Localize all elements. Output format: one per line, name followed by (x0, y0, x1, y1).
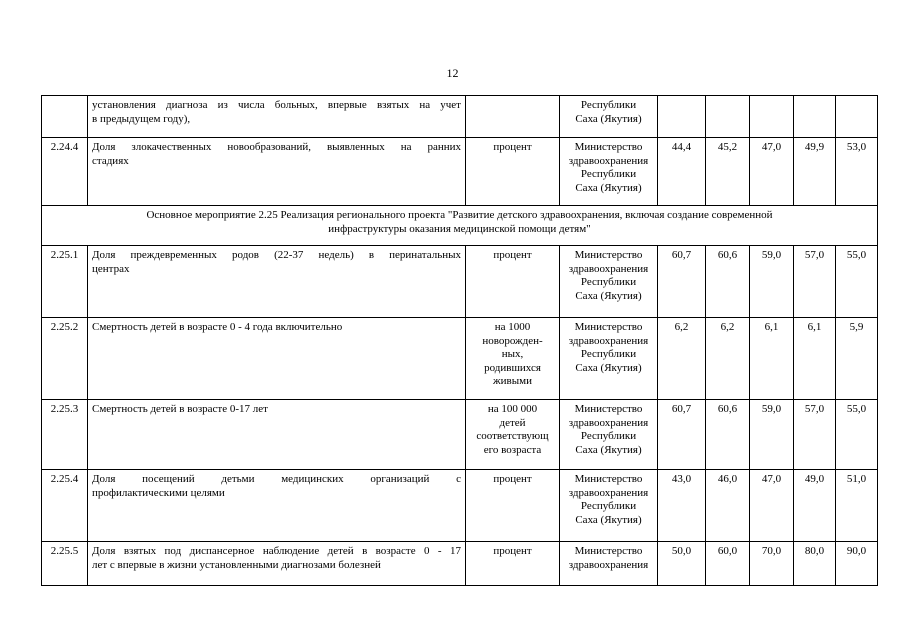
value-cell-year-5: 90,0 (836, 542, 878, 586)
indicator-name (88, 246, 466, 318)
unit-line: соответствующ (476, 430, 549, 443)
value-cell-year-2: 6,2 (706, 318, 750, 400)
indicator-name-line: Доля преждевременных родов (22-37 недель) в перинатальных (92, 249, 461, 261)
value-cell-year-4: 49,0 (794, 470, 836, 542)
indicator-name (88, 318, 466, 400)
responsible-line: здравоохранения (568, 334, 649, 347)
value-cell-year-2: 60,0 (706, 542, 750, 586)
responsible-line: здравоохранения (568, 486, 649, 499)
value-cell-year-5: 53,0 (836, 138, 878, 206)
table-body (42, 96, 878, 586)
value-cell-year-4: 57,0 (794, 400, 836, 470)
responsible-executor (560, 318, 658, 400)
indicator-name (88, 138, 466, 206)
unit-of-measure (466, 96, 560, 138)
indicator-name-line: Доля посещений детьми медицинских организаций с (92, 473, 461, 485)
responsible-line: Республики (580, 168, 637, 181)
value-cell-year-2 (706, 96, 750, 138)
value-cell-year-3 (750, 96, 794, 138)
unit-line: на 1000 (494, 321, 531, 333)
value-cell-year-4: 80,0 (794, 542, 836, 586)
table-row (42, 318, 878, 400)
responsible-line: Республики (580, 430, 637, 443)
indicator-number: 2.25.2 (42, 318, 88, 400)
unit-line: детей (499, 416, 526, 429)
section-title-line: Основное мероприятие 2.25 Реализация регионального проекта "Развитие детского здравоохранения, включая создание современной (146, 209, 773, 221)
responsible-line: Министерство (574, 321, 643, 333)
table-row (42, 542, 878, 586)
value-cell-year-3: 59,0 (750, 400, 794, 470)
responsible-line: Министерство (574, 473, 643, 485)
responsible-line: Саха (Якутия) (575, 361, 642, 374)
value-cell-year-4: 49,9 (794, 138, 836, 206)
table-row (42, 138, 878, 206)
indicator-name-line: Смертность детей в возрасте 0-17 лет (92, 403, 268, 415)
indicator-name (88, 96, 466, 138)
responsible-executor (560, 400, 658, 470)
section-title-cell (42, 206, 878, 246)
responsible-line: здравоохранения (568, 262, 649, 275)
responsible-line: здравоохранения (568, 154, 649, 167)
unit-line: ных, (501, 348, 524, 361)
unit-of-measure (466, 246, 560, 318)
responsible-line: Саха (Якутия) (575, 513, 642, 526)
value-cell-year-5: 5,9 (836, 318, 878, 400)
indicator-name-line: Доля взятых под диспансерное наблюдение детей в возрасте 0 - 17 (92, 545, 461, 557)
unit-of-measure (466, 400, 560, 470)
responsible-line: Саха (Якутия) (575, 112, 642, 125)
responsible-line: Саха (Якутия) (575, 181, 642, 194)
responsible-line: Саха (Якутия) (575, 443, 642, 456)
unit-line: процент (493, 141, 532, 153)
responsible-line: Республики (580, 500, 637, 513)
indicator-name-line: Смертность детей в возрасте 0 - 4 года включительно (92, 321, 343, 333)
indicator-name-line: в предыдущем году), (92, 112, 191, 125)
unit-of-measure (466, 318, 560, 400)
responsible-executor (560, 96, 658, 138)
indicator-name (88, 542, 466, 586)
indicator-number: 2.25.4 (42, 470, 88, 542)
value-cell-year-3: 47,0 (750, 470, 794, 542)
indicator-name (88, 470, 466, 542)
value-cell-year-2: 45,2 (706, 138, 750, 206)
responsible-line: здравоохранения (568, 558, 649, 571)
unit-line: родившихся (484, 361, 541, 374)
responsible-line: Республики (580, 99, 637, 111)
value-cell-year-3: 70,0 (750, 542, 794, 586)
value-cell-year-2: 46,0 (706, 470, 750, 542)
responsible-line: Министерство (574, 403, 643, 415)
responsible-executor (560, 138, 658, 206)
table-row (42, 246, 878, 318)
indicator-name-line: лет с впервые в жизни установленными диагнозами болезней (92, 558, 381, 571)
value-cell-year-1: 50,0 (658, 542, 706, 586)
value-cell-year-2: 60,6 (706, 400, 750, 470)
table-row (42, 96, 878, 138)
indicator-name-line: Доля злокачественных новообразований, выявленных на ранних (92, 141, 461, 153)
indicator-number: 2.25.3 (42, 400, 88, 470)
value-cell-year-4 (794, 96, 836, 138)
responsible-executor (560, 542, 658, 586)
responsible-line: Республики (580, 348, 637, 361)
indicator-name-line: стадиях (92, 154, 129, 167)
value-cell-year-4: 57,0 (794, 246, 836, 318)
indicator-number: 2.24.4 (42, 138, 88, 206)
responsible-line: Министерство (574, 545, 643, 557)
unit-line: на 100 000 (487, 403, 538, 415)
value-cell-year-1 (658, 96, 706, 138)
unit-of-measure (466, 470, 560, 542)
value-cell-year-3: 47,0 (750, 138, 794, 206)
unit-of-measure (466, 542, 560, 586)
indicator-name-line: профилактическими целями (92, 486, 225, 499)
table-row (42, 470, 878, 542)
responsible-executor (560, 470, 658, 542)
indicator-table (41, 95, 878, 586)
value-cell-year-4: 6,1 (794, 318, 836, 400)
responsible-line: Республики (580, 276, 637, 289)
value-cell-year-5: 55,0 (836, 246, 878, 318)
unit-line: процент (493, 545, 532, 557)
value-cell-year-2: 60,6 (706, 246, 750, 318)
indicator-name-line: установления диагноза из числа больных, впервые взятых на учет (92, 99, 461, 111)
value-cell-year-1: 60,7 (658, 246, 706, 318)
page-number: 12 (446, 66, 459, 80)
value-cell-year-3: 59,0 (750, 246, 794, 318)
table-row (42, 400, 878, 470)
value-cell-year-1: 6,2 (658, 318, 706, 400)
indicator-number (42, 96, 88, 138)
unit-line: его возраста (483, 443, 542, 456)
unit-line: новорожден- (482, 334, 543, 347)
section-title-line: инфраструктуры оказания медицинской помощи детям" (328, 222, 591, 235)
value-cell-year-5: 55,0 (836, 400, 878, 470)
responsible-line: здравоохранения (568, 416, 649, 429)
value-cell-year-3: 6,1 (750, 318, 794, 400)
responsible-line: Министерство (574, 249, 643, 261)
unit-line: процент (493, 473, 532, 485)
section-row (42, 206, 878, 246)
indicator-number: 2.25.5 (42, 542, 88, 586)
responsible-line: Саха (Якутия) (575, 289, 642, 302)
unit-of-measure (466, 138, 560, 206)
unit-line: живыми (493, 375, 532, 388)
value-cell-year-5: 51,0 (836, 470, 878, 542)
responsible-executor (560, 246, 658, 318)
indicator-name-line: центрах (92, 262, 130, 275)
value-cell-year-1: 60,7 (658, 400, 706, 470)
value-cell-year-1: 43,0 (658, 470, 706, 542)
value-cell-year-1: 44,4 (658, 138, 706, 206)
indicator-number: 2.25.1 (42, 246, 88, 318)
indicator-name (88, 400, 466, 470)
unit-line: процент (493, 249, 532, 261)
value-cell-year-5 (836, 96, 878, 138)
responsible-line: Министерство (574, 141, 643, 153)
